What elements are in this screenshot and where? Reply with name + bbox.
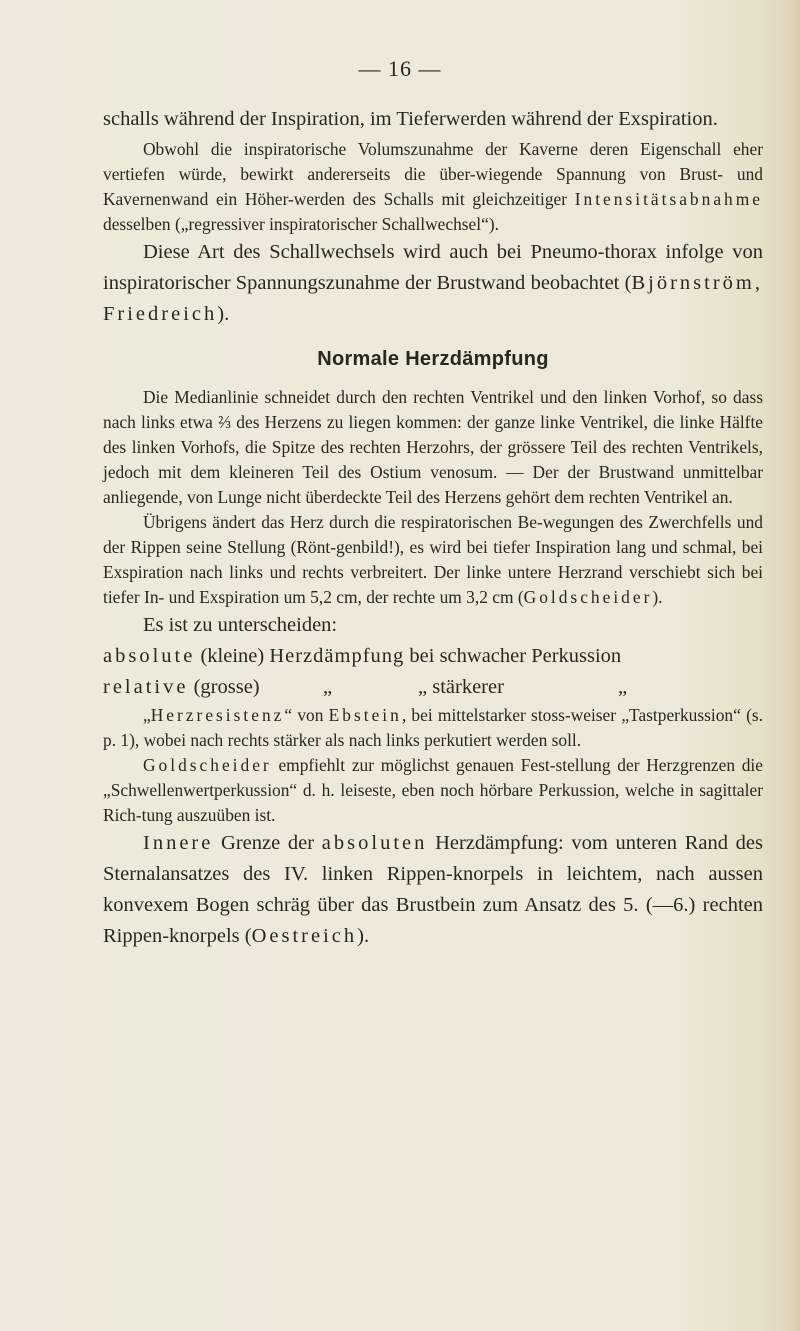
text-run: bei schwacher Perkussion [404,645,622,667]
text-run: Obwohl die inspiratorische Volumszunahme der Kaverne deren Eigenschall eher vertiefen würde, bewirkt andererseits die über-wiegende Spannung von Brust- und Kavernenwand ein Höher-werden des Schalls mit gleichzeitiger [103,139,763,209]
list-row-absolute [103,641,763,672]
text-run: Herzdämpfung: vom unteren Rand des Sternalansatzes des IV. linken Rippen-knorpels in leichtem, nach aussen konvexem Bogen schräg über das Brustbein zum Ansatz des 5. (—6.) rechten Rippen-knorpels ( [103,832,763,947]
text-run: ). [217,303,230,325]
term-innere: Innere [143,832,214,854]
text-run: (kleine) [195,645,270,667]
paragraph-inspiratory-volume [103,137,763,237]
text-run: ). [357,925,370,947]
paragraph-uebrigens [103,510,763,610]
text-run: “ von [284,705,329,725]
text-run: „ stärkerer [418,676,504,698]
text-run: (grosse) [188,676,260,698]
text-run: Übrigens ändert das Herz durch die respiratorischen Be-wegungen des Zwerchfells und der Rippen seine Stellung (Rönt-genbild!), es wird bei tiefer Inspiration lang und schmal, bei Exspiration nach links und rechts verbreitert. Der linke untere Herzrand verschiebt sich bei tiefer In- und Exspiration um 5,2 cm, der rechte um 3,2 cm ( [103,512,763,607]
page-body [103,104,763,952]
paragraph-schwellenwert [103,753,763,828]
emphasis-goldscheider: Goldscheider [523,587,653,607]
emphasis-ebstein: Ebstein [328,705,402,725]
paragraph-innere-grenze [103,828,763,952]
page-number: — 16 — [358,56,442,81]
term-herzdaempfung: Herzdämpfung [269,645,405,667]
term-herzresistenz: Herzresistenz [150,705,285,725]
emphasis-intensitaetsabnahme: Intensitätsabnahme [574,189,763,209]
text-run: , bei mittelstarker stoss-weiser „Tastperkussion“ (s. p. 1), wobei nach rechts stärker als nach links perkutiert werden soll. [103,705,763,750]
paragraph-medianlinie: Die Medianlinie schneidet durch den rechten Ventrikel und den linken Vorhof, so dass nach links etwa ⅔ des Herzens zu liegen kommen: der ganze linke Ventrikel, die linke Hälfte des linken Vorhofs, die Spitze des rechten Herzohrs, der grössere Teil des rechten Ventrikels, jedoch mit dem kleineren Teil des Ostium venosum. — Der der Brustwand unmittelbar anliegende, von Lunge nicht überdeckte Teil des Herzens gehört dem rechten Ventrikel an. [103,387,763,507]
emphasis-goldscheider: Goldscheider [143,755,272,775]
list-row-relative [103,672,763,703]
emphasis-authors: Björnström, Friedreich [103,272,763,325]
text-run: ). [652,587,663,607]
emphasis-oestreich: Oestreich [251,925,358,947]
term-relative: relative [103,676,189,698]
text-run: empfiehlt zur möglichst genauen Fest-stellung der Herzgrenzen die „Schwellenwertperkussion“ d. h. leiseste, eben noch hörbare Perkussion, welche in sagittaler Rich-tung auszuüben ist. [103,755,763,825]
paragraph-pneumothorax [103,237,763,330]
paragraph-continuation: schalls während der Inspiration, im Tieferwerden während der Exspiration. [103,108,718,130]
text-run: Diese Art des Schallwechsels wird auch bei Pneumo-thorax infolge von inspiratorischer Spannungszunahme der Brustwand beobachtet ( [103,241,763,294]
text-run: „ [143,705,151,725]
text-run: Grenze der [213,832,322,854]
page-edge-shadow [790,0,800,1331]
ditto-mark: „ [618,676,628,698]
term-absolute: absolute [103,645,196,667]
paragraph-herzresistenz [103,703,763,753]
section-heading: Normale Herzdämpfung [317,348,549,370]
ditto-mark: „ [323,676,333,698]
term-absoluten: absoluten [321,832,428,854]
paragraph-unterscheiden: Es ist zu unterscheiden: [143,614,338,636]
text-run: desselben („regressiver inspiratorischer Schallwechsel“). [103,214,499,234]
